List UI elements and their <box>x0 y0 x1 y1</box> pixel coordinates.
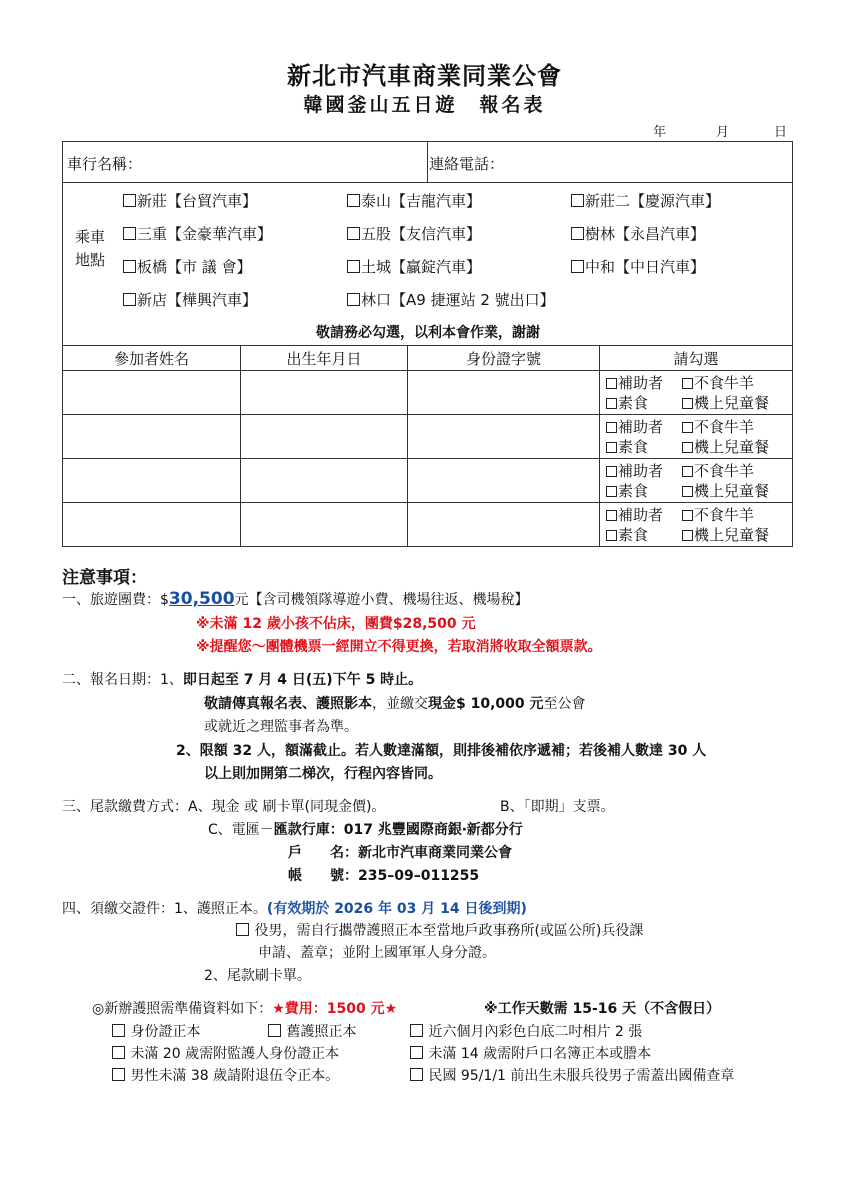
pickup-option[interactable]: 中和【中日汽車】 <box>571 256 705 277</box>
pickup-label: 地點 <box>75 251 106 269</box>
pickup-option[interactable]: 新莊二【慶源汽車】 <box>571 190 720 211</box>
birthdate-cell[interactable] <box>241 371 408 415</box>
table-row <box>63 415 793 459</box>
checkbox[interactable] <box>682 442 693 453</box>
option-no-beef-lamb[interactable]: 不食牛羊 <box>682 374 754 392</box>
contact-phone-label: 連絡電話： <box>429 155 505 173</box>
option-child-meal[interactable]: 機上兒童餐 <box>682 526 769 544</box>
checkbox[interactable] <box>571 227 584 240</box>
cell-divider <box>427 142 428 182</box>
option-vegetarian[interactable]: 素食 <box>606 525 682 545</box>
checkbox[interactable] <box>123 293 136 306</box>
option-no-beef-lamb[interactable]: 不食牛羊 <box>682 462 754 480</box>
option-vegetarian[interactable]: 素食 <box>606 437 682 457</box>
payment-wire-line: C、電匯－匯款行庫：017 兆豐國際商銀‧新都分行 <box>208 822 523 838</box>
option-subsidy[interactable]: 補助者 <box>606 373 682 393</box>
new-passport-line: ◎新辦護照需準備資料如下：★費用：1500 元★ <box>92 1001 398 1017</box>
registration-limit-2: 以上則加開第二梯次，行程內容皆同。 <box>204 766 442 782</box>
pickup-option[interactable]: 新店【樺興汽車】 <box>123 289 257 310</box>
options-cell <box>600 371 793 415</box>
options-cell <box>600 415 793 459</box>
checkbox[interactable] <box>123 260 136 273</box>
option-no-beef-lamb[interactable]: 不食牛羊 <box>682 506 754 524</box>
registration-form <box>62 141 793 547</box>
processing-days: ※工作天數需 15-16 天（不含假日） <box>484 1001 721 1017</box>
passport-item[interactable]: 未滿 20 歲需附監護人身份證正本 <box>112 1043 339 1063</box>
registration-limit: 2、限額 32 人，額滿截止。若人數達滿額，則排後補依序遞補；若後補人數達 30 人 <box>176 743 707 759</box>
column-header: 請勾選 <box>600 346 793 371</box>
date-year-label: 年 <box>653 125 667 140</box>
fee-warning: ※提醒您～團體機票一經開立不得更換，若取消將收取全額票款。 <box>196 639 602 655</box>
checkbox[interactable] <box>682 378 693 389</box>
passport-item[interactable]: 舊護照正本 <box>268 1021 356 1041</box>
pickup-option[interactable]: 板橋【市 議 會】 <box>123 256 252 277</box>
checkbox[interactable] <box>606 530 617 541</box>
id-number-cell[interactable] <box>408 415 600 459</box>
page-title: 新北市汽車商業同業公會 <box>287 62 562 90</box>
option-subsidy[interactable]: 補助者 <box>606 505 682 525</box>
column-header: 身份證字號 <box>408 346 600 371</box>
participant-name-cell[interactable] <box>63 503 241 547</box>
military-note: 役男，需自行攜帶護照正本至當地戶政事務所(或區公所)兵役課 <box>236 920 643 940</box>
option-no-beef-lamb[interactable]: 不食牛羊 <box>682 418 754 436</box>
check-notice: 敬請務必勾選，以利本會作業，謝謝 <box>316 325 540 341</box>
checkbox[interactable] <box>682 530 693 541</box>
checkbox[interactable] <box>123 227 136 240</box>
pickup-option[interactable]: 新莊【台貿汽車】 <box>123 190 257 211</box>
checkbox[interactable] <box>236 923 249 936</box>
military-note-2: 申請、蓋章；並附上國軍軍人身分證。 <box>258 945 496 961</box>
passport-item[interactable]: 男性未滿 38 歲請附退伍令正本。 <box>112 1065 339 1085</box>
pickup-option[interactable]: 林口【A9 捷運站 2 號出口】 <box>347 289 555 310</box>
payment-method-line: 三、尾款繳費方式：A、現金 或 刷卡單(同現金價)。 <box>62 799 386 815</box>
checkbox[interactable] <box>682 422 693 433</box>
options-cell <box>600 459 793 503</box>
checkbox[interactable] <box>606 422 617 433</box>
pickup-option[interactable]: 泰山【吉龍汽車】 <box>347 190 481 211</box>
column-header: 出生年月日 <box>241 346 408 371</box>
passport-item[interactable]: 民國 95/1/1 前出生未服兵役男子需蓋出國備查章 <box>410 1065 734 1085</box>
checkbox[interactable] <box>123 194 136 207</box>
id-number-cell[interactable] <box>408 459 600 503</box>
option-subsidy[interactable]: 補助者 <box>606 461 682 481</box>
date-day-label: 日 <box>774 125 788 140</box>
registration-date-line: 二、報名日期：1、即日起至 7 月 4 日(五)下午 5 時止。 <box>62 672 423 688</box>
checkbox[interactable] <box>606 510 617 521</box>
checkbox[interactable] <box>410 1068 423 1081</box>
table-row <box>63 503 793 547</box>
checkbox[interactable] <box>268 1024 281 1037</box>
checkbox[interactable] <box>571 260 584 273</box>
documents-item-2: 2、尾款刷卡單。 <box>204 968 311 984</box>
documents-line: 四、須繳交證件：1、護照正本。(有效期於 2026 年 03 月 14 日後到期) <box>62 901 527 917</box>
participant-name-cell[interactable] <box>63 415 241 459</box>
checkbox[interactable] <box>606 398 617 409</box>
pickup-section <box>63 183 793 346</box>
table-row <box>63 371 793 415</box>
checkbox[interactable] <box>112 1046 125 1059</box>
checkbox[interactable] <box>347 260 360 273</box>
passport-item[interactable]: 近六個月內彩色白底二吋相片 2 張 <box>410 1021 642 1041</box>
participant-name-cell[interactable] <box>63 371 241 415</box>
checkbox[interactable] <box>410 1024 423 1037</box>
birthdate-cell[interactable] <box>241 459 408 503</box>
fee-line: 一、旅遊團費：$30,500元【含司機領隊導遊小費、機場往返、機場稅】 <box>62 589 529 609</box>
checkbox[interactable] <box>606 442 617 453</box>
checkbox[interactable] <box>410 1046 423 1059</box>
checkbox[interactable] <box>606 378 617 389</box>
checkbox[interactable] <box>112 1024 125 1037</box>
payment-method-b: B、「即期」支票。 <box>500 799 615 815</box>
pickup-option[interactable]: 土城【贏錠汽車】 <box>347 256 481 277</box>
id-number-cell[interactable] <box>408 371 600 415</box>
checkbox[interactable] <box>571 194 584 207</box>
date-month-label: 月 <box>716 125 730 140</box>
pickup-label: 乘車 <box>75 228 106 246</box>
account-number: 帳 號：235–09–011255 <box>288 868 480 884</box>
option-subsidy[interactable]: 補助者 <box>606 417 682 437</box>
notes-heading: 注意事項： <box>62 568 147 588</box>
form-subtitle: 韓國釜山五日遊 報名表 <box>303 94 546 116</box>
passport-item[interactable]: 未滿 14 歲需附戶口名簿正本或謄本 <box>410 1043 651 1063</box>
pickup-option[interactable]: 五股【友信汽車】 <box>347 223 481 244</box>
option-vegetarian[interactable]: 素食 <box>606 481 682 501</box>
pickup-option[interactable]: 三重【金豪華汽車】 <box>123 223 272 244</box>
birthdate-cell[interactable] <box>241 503 408 547</box>
checkbox[interactable] <box>606 486 617 497</box>
checkbox[interactable] <box>682 486 693 497</box>
checkbox[interactable] <box>682 398 693 409</box>
participant-name-cell[interactable] <box>63 459 241 503</box>
registration-instruction-2: 或就近之理監事者為準。 <box>204 719 358 735</box>
passport-validity: (有效期於 2026 年 03 月 14 日後到期) <box>266 901 527 917</box>
checkbox[interactable] <box>682 466 693 477</box>
checkbox[interactable] <box>112 1068 125 1081</box>
fee-child-note: ※未滿 12 歲小孩不佔床，團費$28,500 元 <box>196 616 476 632</box>
passport-item[interactable]: 身份證正本 <box>112 1021 200 1041</box>
option-child-meal[interactable]: 機上兒童餐 <box>682 438 769 456</box>
options-cell <box>600 503 793 547</box>
pickup-option[interactable]: 樹林【永昌汽車】 <box>571 223 705 244</box>
checkbox[interactable] <box>606 466 617 477</box>
account-name: 戶 名：新北市汽車商業同業公會 <box>288 845 512 861</box>
checkbox[interactable] <box>347 194 360 207</box>
table-row <box>63 459 793 503</box>
option-child-meal[interactable]: 機上兒童餐 <box>682 482 769 500</box>
checkbox[interactable] <box>347 293 360 306</box>
option-vegetarian[interactable]: 素食 <box>606 393 682 413</box>
option-child-meal[interactable]: 機上兒童餐 <box>682 394 769 412</box>
checkbox[interactable] <box>682 510 693 521</box>
birthdate-cell[interactable] <box>241 415 408 459</box>
fee-amount: 30,500 <box>168 589 235 609</box>
registration-instruction: 敬請傳真報名表、護照影本，並繳交現金$ 10,000 元至公會 <box>204 696 586 712</box>
company-name-label: 車行名稱： <box>67 155 143 173</box>
column-header: 參加者姓名 <box>63 346 241 371</box>
id-number-cell[interactable] <box>408 503 600 547</box>
checkbox[interactable] <box>347 227 360 240</box>
